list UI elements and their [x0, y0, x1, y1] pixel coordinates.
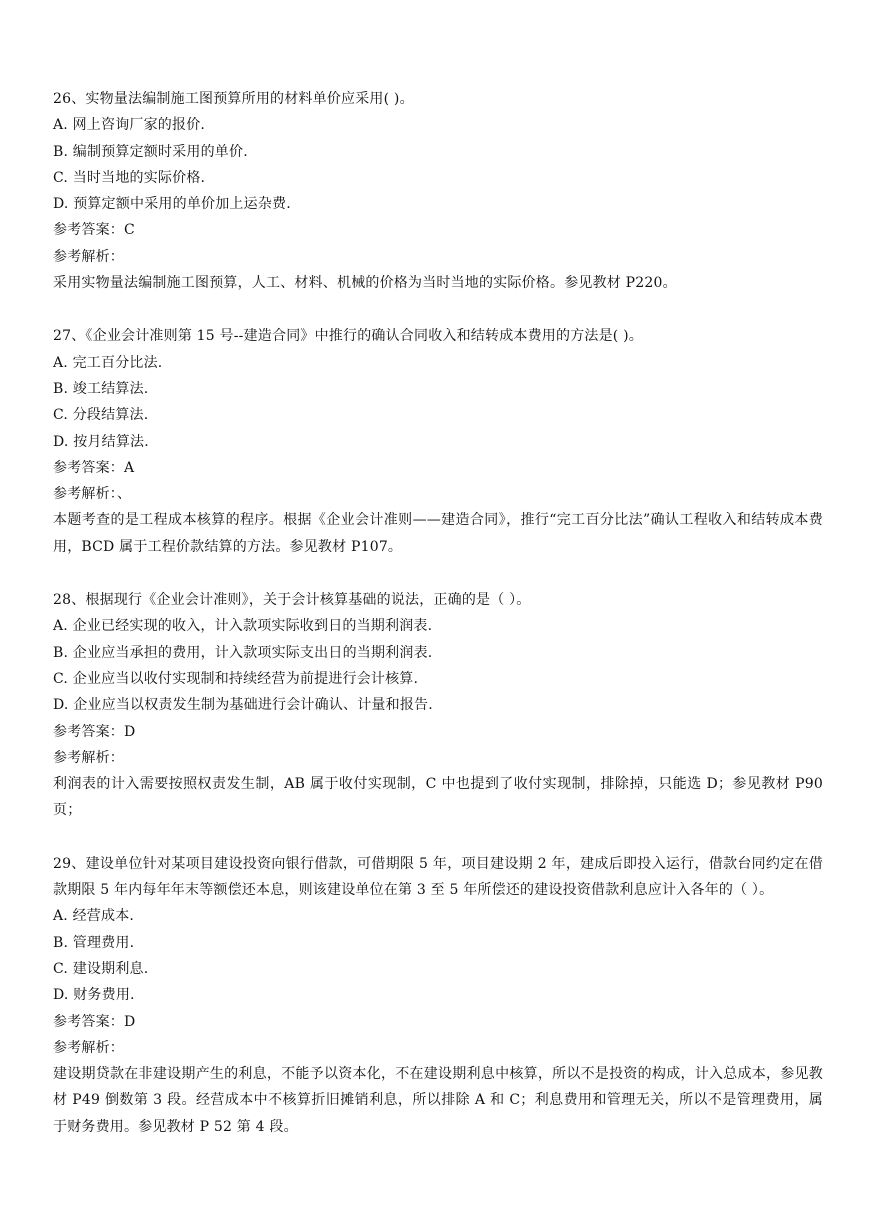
- option-a: A. 网上咨询厂家的报价.: [53, 117, 206, 134]
- question-29: [53, 851, 823, 1140]
- option-a: A. 完工百分比法.: [53, 354, 163, 371]
- question-stem: 28、根据现行《企业会计准则》，关于会计核算基础的说法，正确的是（ ）。: [53, 592, 531, 609]
- question-stem: 29、建设单位针对某项目建设投资向银行借款，可借期限 5 年，项目建设期 2 年，建成后即投入运行，借款台同约定在借款期限 5 年内每年年末等额偿还本息，则该建设单位在第 3 至 5 年所偿还的建设投资借款利息应计入各年的（ ）。: [53, 855, 823, 899]
- question-27: [53, 323, 823, 560]
- option-d: D. 按月结算法.: [53, 433, 149, 450]
- option-c: C. 企业应当以收付实现制和持续经营为前提进行会计核算.: [53, 670, 419, 687]
- option-c: C. 分段结算法.: [53, 407, 149, 424]
- option-d: D. 预算定额中采用的单价加上运杂费.: [53, 196, 291, 213]
- question-stem: 27、《企业会计准则第 15 号--建造合同》中推行的确认合同收入和结转成本费用的方法是( )。: [53, 328, 643, 345]
- option-b: B. 编制预算定额时采用的单价.: [53, 143, 248, 160]
- analysis-label: 参考解析：: [53, 1039, 124, 1056]
- question-stem: 26、实物量法编制施工图预算所用的材料单价应采用( )。: [53, 91, 414, 107]
- option-c: C. 建设期利息.: [53, 960, 149, 977]
- option-c: C. 当时当地的实际价格.: [53, 169, 206, 186]
- answer-line: 参考答案：C: [53, 222, 135, 239]
- analysis-text: 本题考查的是工程成本核算的程序。根据《企业会计准则——建造合同》，推行“完工百分比法”确认工程收入和结转成本费用，BCD 属于工程价款结算的方法。参见教材 P107。: [53, 512, 823, 555]
- answer-line: 参考答案：A: [53, 459, 135, 476]
- question-28: [53, 587, 823, 824]
- option-a: A. 经营成本.: [53, 908, 135, 925]
- analysis-label: 参考解析：: [53, 248, 124, 265]
- option-b: B. 竣工结算法.: [53, 380, 149, 397]
- analysis-text: 利润表的计入需要按照权责发生制，AB 属于收付实现制，C 中也提到了收付实现制，排除掉，只能选 D；参见教材 P90 页；: [53, 776, 823, 819]
- analysis-text: 建设期贷款在非建设期产生的利息，不能予以资本化，不在建设期利息中核算，所以不是投资的构成，计入总成本，参见教材 P49 倒数第 3 段。经营成本中不核算折旧摊销利息，所以排除 A 和 C；利息费用和管理无关，所以不是管理费用，属于财务费用。参见教材 P 52 第 4 段。: [53, 1066, 823, 1135]
- analysis-label: 参考解析：: [53, 749, 124, 766]
- document-page: [53, 86, 823, 1167]
- answer-line: 参考答案：D: [53, 723, 136, 740]
- analysis-label: 参考解析：、: [53, 486, 132, 503]
- option-d: D. 企业应当以权责发生制为基础进行会计确认、计量和报告.: [53, 697, 433, 714]
- analysis-text: 采用实物量法编制施工图预算，人工、材料、机械的价格为当时当地的实际价格。参见教材 P220。: [53, 275, 677, 292]
- option-d: D. 财务费用.: [53, 987, 135, 1004]
- option-b: B. 企业应当承担的费用，计入款项实际支出日的当期利润表.: [53, 644, 433, 661]
- option-a: A. 企业已经实现的收入，计入款项实际收到日的当期利润表.: [53, 618, 433, 635]
- answer-line: 参考答案：D: [53, 1013, 136, 1030]
- option-b: B. 管理费用.: [53, 934, 135, 951]
- question-26: [53, 86, 823, 296]
